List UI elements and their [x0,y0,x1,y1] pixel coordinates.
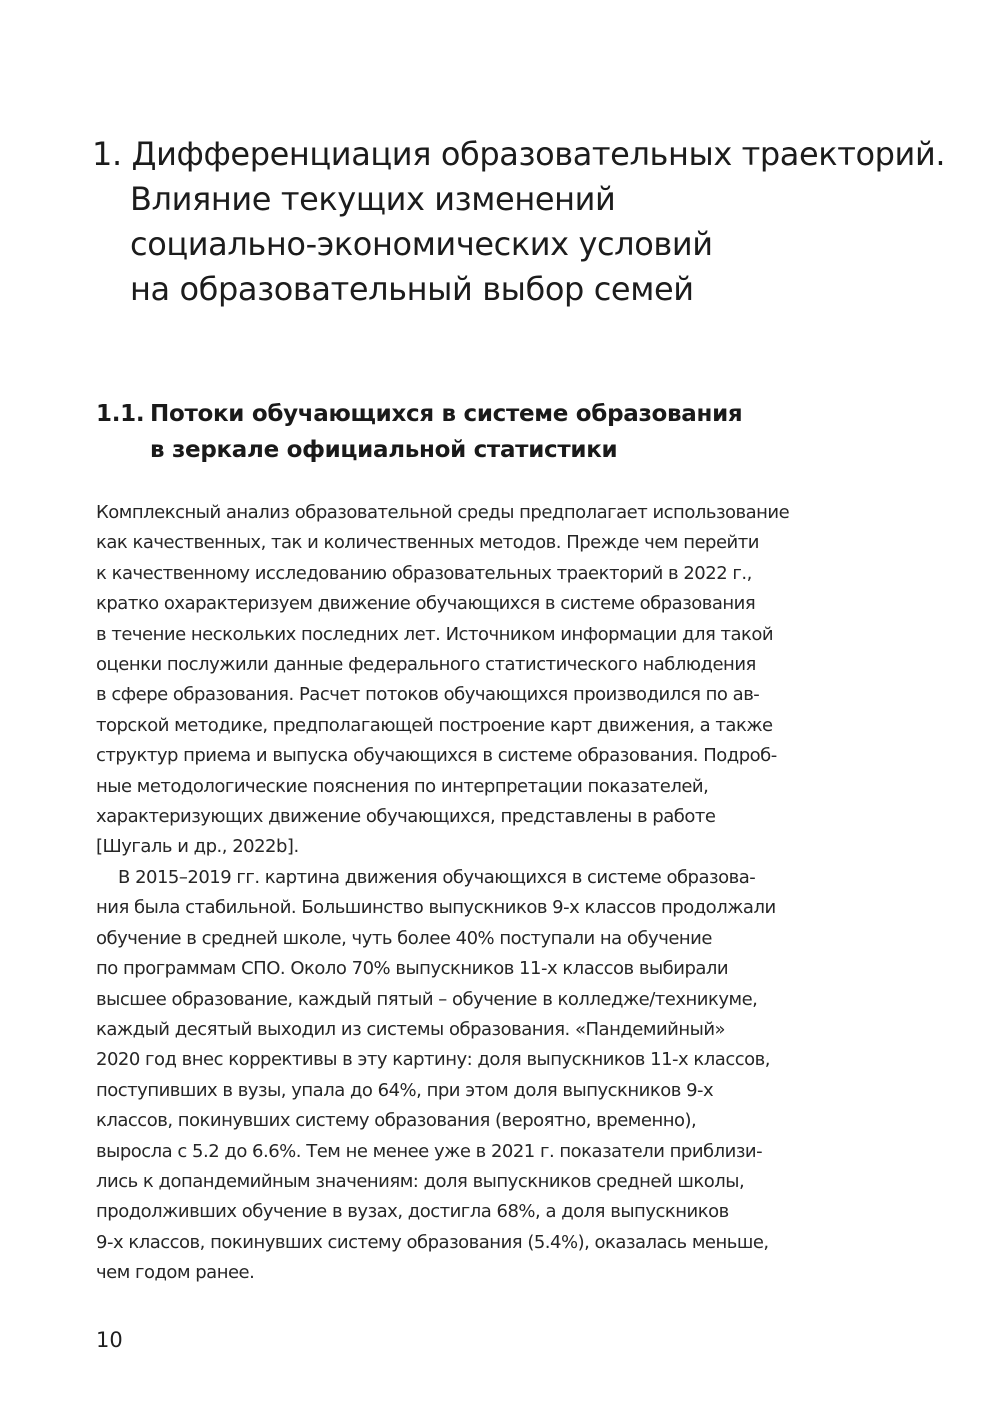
text-line: характеризующих движение обучающихся, представлены в работе [96,806,716,828]
chapter-title-line: 1. Дифференциация образовательных траекторий. [92,135,946,173]
page-number: 10 [96,1328,123,1352]
text-line: в сфере образования. Расчет потоков обучающихся производился по ав- [96,684,760,706]
text-line: продолживших обучение в вузах, достигла 68%, а доля выпускников [96,1201,729,1223]
text-line: высшее образование, каждый пятый – обучение в колледже/техникуме, [96,988,758,1010]
section-title [96,396,956,468]
text-line: Комплексный анализ образовательной среды предполагает использование [96,502,790,523]
text-line: чем годом ранее. [96,1262,255,1284]
text-line: как качественных, так и количественных методов. Прежде чем перейти [96,532,759,554]
paragraph-2 [96,863,916,1289]
text-line: выросла с 5.2 до 6.6%. Тем не менее уже в 2021 г. показатели приблизи- [96,1140,763,1162]
text-line: ния была стабильной. Большинство выпускников 9-х классов продолжали [96,897,776,919]
text-line: каждый десятый выходил из системы образования. «Пандемийный» [96,1018,726,1040]
text-line: к качественному исследованию образовательных траекторий в 2022 г., [96,562,752,584]
body-text [96,498,916,1289]
text-line: лись к допандемийным значениям: доля выпускников средней школы, [96,1170,745,1192]
section-title-line: в зеркале официальной статистики [150,437,618,463]
section-title-text: Потоки обучающихся в системе образования [150,401,743,427]
text-line: оценки послужили данные федерального статистического наблюдения [96,654,756,676]
text-line: поступивших в вузы, упала до 64%, при этом доля выпускников 9-х [96,1079,714,1101]
section-number: 1.1. [96,401,145,427]
text-line: кратко охарактеризуем движение обучающихся в системе образования [96,593,756,615]
section-title-line [96,396,956,432]
chapter-title-line: на образовательный выбор семей [130,270,694,308]
text-line: структур приема и выпуска обучающихся в системе образования. Подроб- [96,745,777,767]
text-line: В 2015–2019 гг. картина движения обучающихся в системе образова- [118,866,756,888]
chapter-title-line: социально-экономических условий [130,225,713,263]
citation-line: [Шугаль и др., 2022b]. [96,836,299,858]
chapter-title-line: Влияние текущих изменений [130,180,616,218]
text-line: по программам СПО. Около 70% выпускников 11-х классов выбирали [96,958,729,980]
text-line: ные методологические пояснения по интерпретации показателей, [96,775,709,797]
chapter-title [92,132,972,312]
paragraph-1 [96,498,916,863]
text-line: 2020 год внес коррективы в эту картину: доля выпускников 11-х классов, [96,1049,770,1071]
text-line: в течение нескольких последних лет. Источником информации для такой [96,623,774,645]
text-line: торской методике, предполагающей построение карт движения, а также [96,714,773,736]
text-line: обучение в средней школе, чуть более 40% поступали на обучение [96,927,712,949]
text-line: классов, покинувших систему образования (вероятно, временно), [96,1110,697,1132]
text-line: 9-х классов, покинувших систему образования (5.4%), оказалась меньше, [96,1231,769,1253]
